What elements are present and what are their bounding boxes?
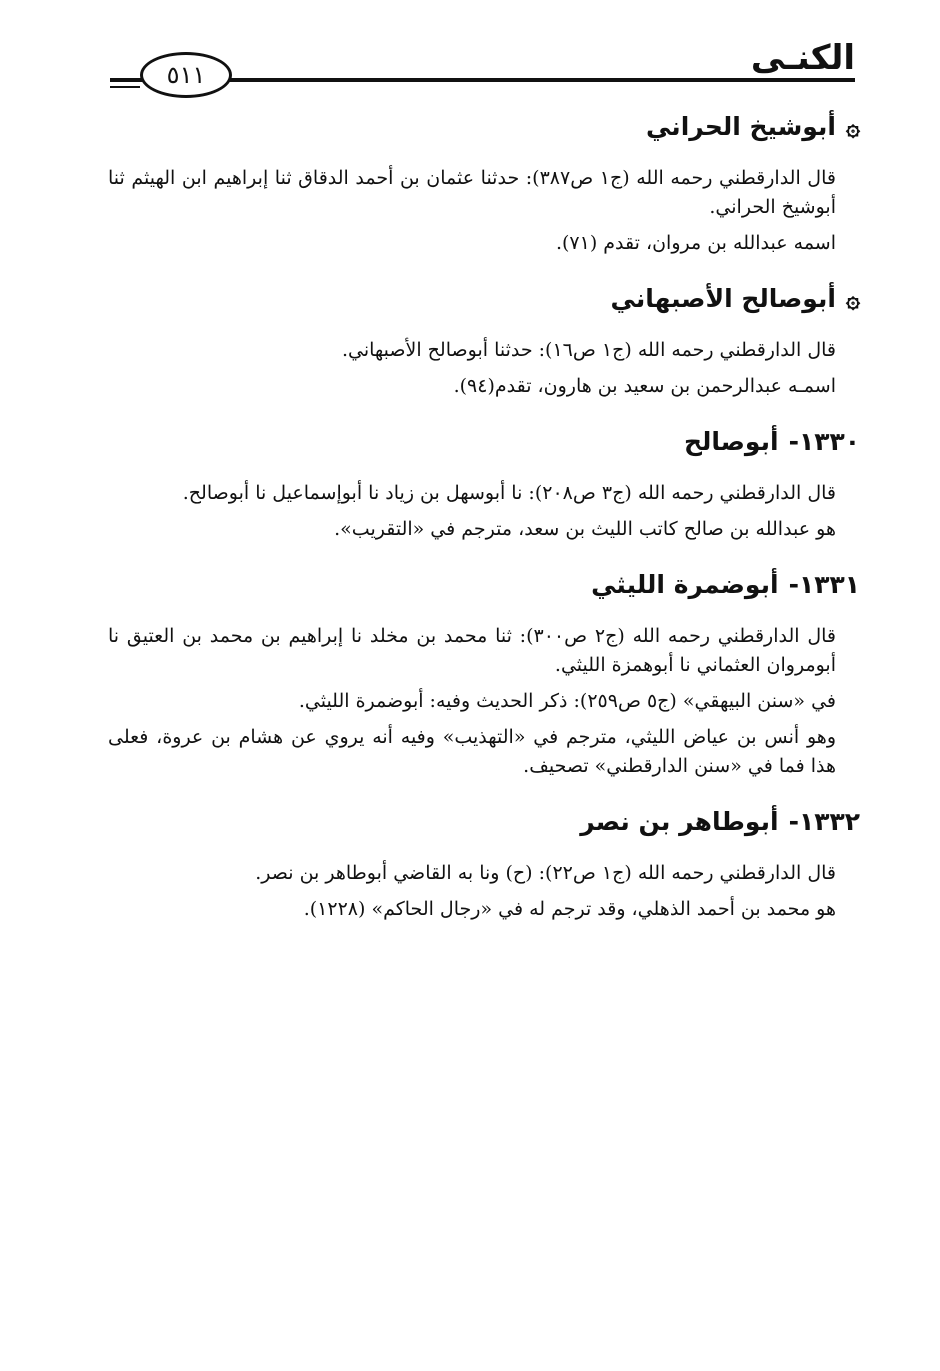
entry-title: أبوصالح bbox=[683, 427, 779, 456]
entry-title: أبوضمرة الليثي bbox=[591, 570, 779, 599]
entry-number: ١٣٣٠- bbox=[788, 427, 860, 456]
entry-paragraph: اسمه عبدالله بن مروان، تقدم (٧١). bbox=[555, 232, 836, 254]
header-rule-accent bbox=[110, 86, 140, 88]
entry-1331 bbox=[108, 568, 860, 781]
entry-paragraph: قال الدارقطني رحمه الله (ج٣ ص٢٠٨): نا أبوسهل بن زياد نا أبوإسماعيل نا أبوصالح. bbox=[182, 482, 836, 504]
entry-abu-shaykh bbox=[108, 110, 860, 258]
entry-title: أبوصالح الأصبهاني bbox=[610, 284, 836, 313]
entry-paragraph: قال الدارقطني رحمه الله (ج٢ ص٣٠٠): ثنا محمد بن مخلد نا إبراهيم بن محمد بن العتيق نا أبومروان العثماني نا أبوهمزة الليثي. bbox=[108, 625, 836, 676]
entry-paragraph: وهو أنس بن عياض الليثي، مترجم في «التهذيب» وفيه أنه يروي عن هشام بن عروة، فعلى هذا فما في «سنن الدارقطني» تصحيف. bbox=[108, 726, 836, 777]
star-ornament-icon: ۞ bbox=[845, 285, 860, 313]
entry-paragraph: في «سنن البيهقي» (ج٥ ص٢٥٩): ذكر الحديث وفيه: أبوضمرة الليثي. bbox=[298, 690, 836, 712]
entry-paragraph: هو عبدالله بن صالح كاتب الليث بن سعد، مترجم في «التقريب». bbox=[334, 518, 836, 540]
page-content bbox=[108, 110, 860, 924]
entry-title: أبوشيخ الحراني bbox=[646, 112, 836, 141]
chapter-title: الكنـى bbox=[750, 38, 855, 78]
entry-title: أبوطاهر بن نصر bbox=[580, 807, 779, 836]
entry-paragraph: قال الدارقطني رحمه الله (ج١ ص٣٨٧): حدثنا عثمان بن أحمد الدقاق ثنا إبراهيم ابن الهيثم ثنا أبوشيخ الحراني. bbox=[108, 167, 836, 218]
entry-paragraph: قال الدارقطني رحمه الله (ج١ ص١٦): حدثنا أبوصالح الأصبهاني. bbox=[341, 339, 836, 361]
running-header bbox=[110, 30, 855, 102]
entry-abu-salih-asbahani bbox=[108, 282, 860, 401]
entry-heading bbox=[108, 425, 860, 459]
page-number: ٥١١ bbox=[166, 61, 206, 89]
star-ornament-icon: ۞ bbox=[845, 113, 860, 141]
entry-number: ١٣٣١- bbox=[788, 570, 860, 599]
entry-paragraph: هو محمد بن أحمد الذهلي، وقد ترجم له في «رجال الحاكم» (١٢٢٨). bbox=[303, 898, 836, 920]
entry-paragraph: اسمـه عبدالرحمن بن سعيد بن هارون، تقدم(٩٤). bbox=[453, 375, 836, 397]
entry-heading bbox=[108, 282, 860, 316]
entry-heading bbox=[108, 568, 860, 602]
entry-number: ١٣٣٢- bbox=[788, 807, 860, 836]
entry-1330 bbox=[108, 425, 860, 544]
entry-heading bbox=[108, 805, 860, 839]
page-number-badge bbox=[140, 52, 232, 98]
entry-paragraph: قال الدارقطني رحمه الله (ج١ ص٢٢): (ح) ونا به القاضي أبوطاهر بن نصر. bbox=[255, 862, 836, 884]
entry-1332 bbox=[108, 805, 860, 924]
entry-heading bbox=[108, 110, 860, 144]
